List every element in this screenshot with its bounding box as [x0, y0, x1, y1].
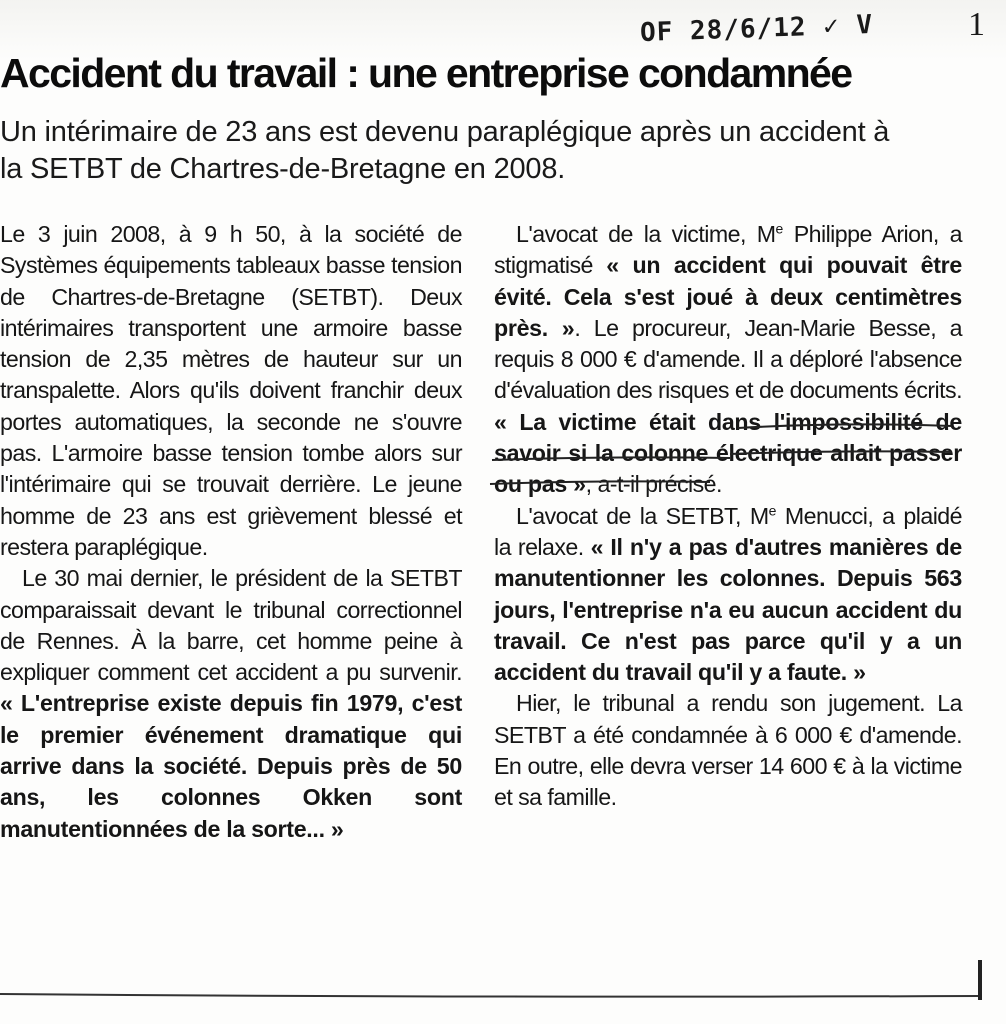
- quote-president: « L'entreprise existe depuis fin 1979, c'est le premier événement dramatique qui arrive dans la société. Depuis près de 50 ans, les colonnes Okken sont manutentionnées de la sorte... »: [0, 690, 462, 842]
- paragraph-company-lawyer: [494, 501, 962, 689]
- company-lawyer-title-sup: e: [768, 501, 776, 518]
- paragraph-trial: [0, 563, 462, 845]
- paragraph-trial-text: Le 30 mai dernier, le président de la SETBT comparaissait devant le tribunal correctionnel de Rennes. À la barre, cet homme peine à expliquer comment cet accident a pu survenir.: [0, 565, 462, 686]
- paragraph-victim-lawyer: [494, 219, 962, 501]
- company-lawyer-text: Menucci, a plaidé la relaxe.: [494, 502, 962, 560]
- article-column-right: [494, 219, 962, 814]
- paragraph-facts: Le 3 juin 2008, à 9 h 50, à la société de Systèmes équipements tableaux basse tension de Chartres-de-Bretagne (SETBT). Deux intérimaires transportent une armoire basse tension de 2,35 mètres de hauteur sur un transpalette. Alors qu'ils doivent franchir deux portes automatiques, la seconde ne s'ouvre pas. L'armoire basse tension tombe alors sur l'intérimaire qui se trouvait derrière. Le jeune homme de 23 ans est grièvement blessé et restera paraplégique.: [0, 221, 462, 560]
- clipping-bottom-edge: [0, 988, 985, 1002]
- clipping-right-edge: [978, 960, 982, 1000]
- prosecutor-text: . Le procureur, Jean-Marie Besse, a requis 8 000 € d'amende. Il a déploré l'absence d'évaluation des risques et de documents écrits.: [494, 314, 962, 404]
- company-lawyer-intro: L'avocat de la SETBT, M: [516, 502, 769, 529]
- quote-prosecutor: « La victime était dans l'impossibilité de savoir si la colonne électrique allait passer ou pas »: [494, 408, 962, 498]
- page-number: 1: [968, 6, 985, 43]
- article-subtitle: Un intérimaire de 23 ans est devenu paraplégique après un accident à la SETBT de Chartres-de-Bretagne en 2008.: [0, 116, 890, 185]
- paragraph-verdict: Hier, le tribunal a rendu son jugement. La SETBT a été condamnée à 6 000 € d'amende. En outre, elle devra verser 14 600 € à la victime et sa famille.: [494, 690, 962, 811]
- prosecutor-attribution: , a-t-il précisé.: [585, 471, 722, 498]
- handwritten-date-note: OF 28/6/12 ✓ V: [639, 9, 874, 49]
- victim-lawyer-intro: L'avocat de la victime, M: [516, 221, 776, 247]
- article-headline: Accident du travail : une entreprise condamnée: [0, 50, 852, 96]
- victim-lawyer-title-sup: e: [775, 220, 783, 237]
- quote-company-lawyer: « Il n'y a pas d'autres manières de manutentionner les colonnes. Depuis 563 jours, l'entreprise n'a eu aucun accident du travail. Ce n'est pas parce qu'il y a un accident du travail qu'il y a faute. »: [494, 533, 962, 686]
- article-column-left: [0, 219, 462, 845]
- victim-lawyer-name: Philippe Arion, a stigmatisé: [494, 221, 962, 279]
- quote-victim-lawyer: « un accident qui pouvait être évité. Cela s'est joué à deux centimètres près. »: [494, 252, 962, 341]
